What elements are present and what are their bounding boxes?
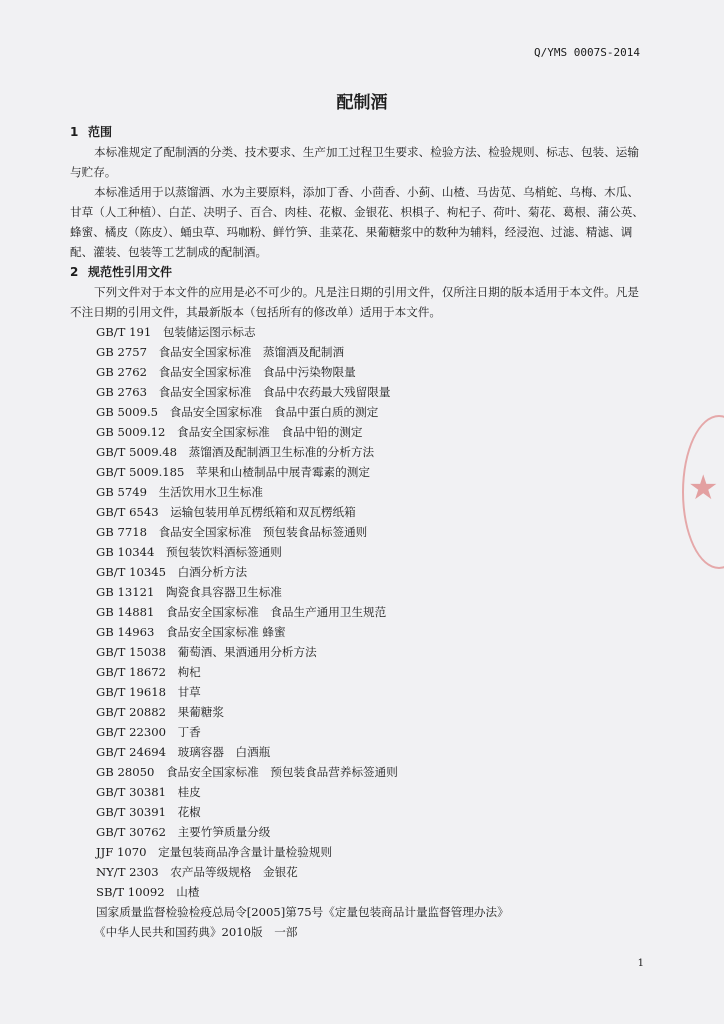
document-body xyxy=(70,122,650,942)
reference-item: GB 2757 食品安全国家标准 蒸馏酒及配制酒 xyxy=(96,345,345,359)
reference-item: GB/T 24694 玻璃容器 白酒瓶 xyxy=(96,745,271,759)
reference-item: GB/T 5009.48 蒸馏酒及配制酒卫生标准的分析方法 xyxy=(96,445,375,459)
reference-item: GB/T 5009.185 苹果和山楂制品中展青霉素的测定 xyxy=(96,465,370,479)
star-icon: ★ xyxy=(688,468,719,508)
reference-item: GB 5009.12 食品安全国家标准 食品中铅的测定 xyxy=(96,425,363,439)
reference-item: GB/T 19618 甘草 xyxy=(96,685,201,699)
reference-item: GB/T 10345 白酒分析方法 xyxy=(96,565,248,579)
reference-item: 《中华人民共和国药典》2010版 一部 xyxy=(94,925,298,939)
paragraph: 本标准适用于以蒸馏酒、水为主要原料，添加丁香、小茴香、小蓟、山楂、马齿苋、乌梢蛇、乌梅、木瓜、甘草（人工种植）、白芷、决明子、百合、肉桂、花椒、金银花、枳椇子、枸杞子、荷叶、菊花、葛根、蒲公英、蜂蜜、橘皮（陈皮）、蛹虫草、玛咖粉、鲜竹笋、韭菜花、果葡糖浆中的数种为辅料，经浸泡、过滤、精滤、调配、灌装、包装等工艺制成的配制酒。 xyxy=(70,185,644,259)
reference-item: GB/T 191 包装储运图示标志 xyxy=(96,325,256,339)
section-heading: 2 规范性引用文件 xyxy=(70,265,173,279)
reference-item: NY/T 2303 农产品等级规格 金银花 xyxy=(96,865,298,879)
reference-item: GB 10344 预包装饮料酒标签通则 xyxy=(96,545,282,559)
reference-item: GB 7718 食品安全国家标准 预包装食品标签通则 xyxy=(96,525,368,539)
reference-item: GB 2763 食品安全国家标准 食品中农药最大残留限量 xyxy=(96,385,391,399)
paragraph: 下列文件对于本文件的应用是必不可少的。凡是注日期的引用文件，仅所注日期的版本适用于本文件。凡是不注日期的引用文件，其最新版本（包括所有的修改单）适用于本文件。 xyxy=(70,285,639,319)
reference-item: GB/T 18672 枸杞 xyxy=(96,665,201,679)
reference-item: 国家质量监督检验检疫总局令[2005]第75号《定量包装商品计量监督管理办法》 xyxy=(96,905,509,919)
page-number: 1 xyxy=(637,958,644,969)
reference-item: GB 2762 食品安全国家标准 食品中污染物限量 xyxy=(96,365,356,379)
reference-item: GB 5009.5 食品安全国家标准 食品中蛋白质的测定 xyxy=(96,405,379,419)
reference-item: GB/T 20882 果葡糖浆 xyxy=(96,705,224,719)
reference-item: GB/T 30381 桂皮 xyxy=(96,785,201,799)
document-title: 配制酒 xyxy=(336,93,388,113)
reference-item: GB/T 30762 主要竹笋质量分级 xyxy=(96,825,271,839)
standard-number: Q/YMS 0007S-2014 xyxy=(534,46,640,59)
reference-item: GB/T 6543 运输包装用单瓦楞纸箱和双瓦楞纸箱 xyxy=(96,505,356,519)
reference-item: GB/T 15038 葡萄酒、果酒通用分析方法 xyxy=(96,645,317,659)
reference-item: SB/T 10092 山楂 xyxy=(96,885,200,899)
reference-item: GB 13121 陶瓷食具容器卫生标准 xyxy=(96,585,282,599)
paragraph: 本标准规定了配制酒的分类、技术要求、生产加工过程卫生要求、检验方法、检验规则、标志、包装、运输与贮存。 xyxy=(70,145,639,179)
reference-item: GB 14881 食品安全国家标准 食品生产通用卫生规范 xyxy=(96,605,387,619)
reference-item: GB/T 30391 花椒 xyxy=(96,805,201,819)
reference-item: GB 28050 食品安全国家标准 预包装食品营养标签通则 xyxy=(96,765,398,779)
reference-item: JJF 1070 定量包装商品净含量计量检验规则 xyxy=(96,845,333,859)
reference-item: GB 14963 食品安全国家标准 蜂蜜 xyxy=(96,625,286,639)
reference-item: GB 5749 生活饮用水卫生标准 xyxy=(96,485,263,499)
reference-list xyxy=(70,322,650,942)
section-heading: 1 范围 xyxy=(70,125,113,139)
reference-item: GB/T 22300 丁香 xyxy=(96,725,201,739)
